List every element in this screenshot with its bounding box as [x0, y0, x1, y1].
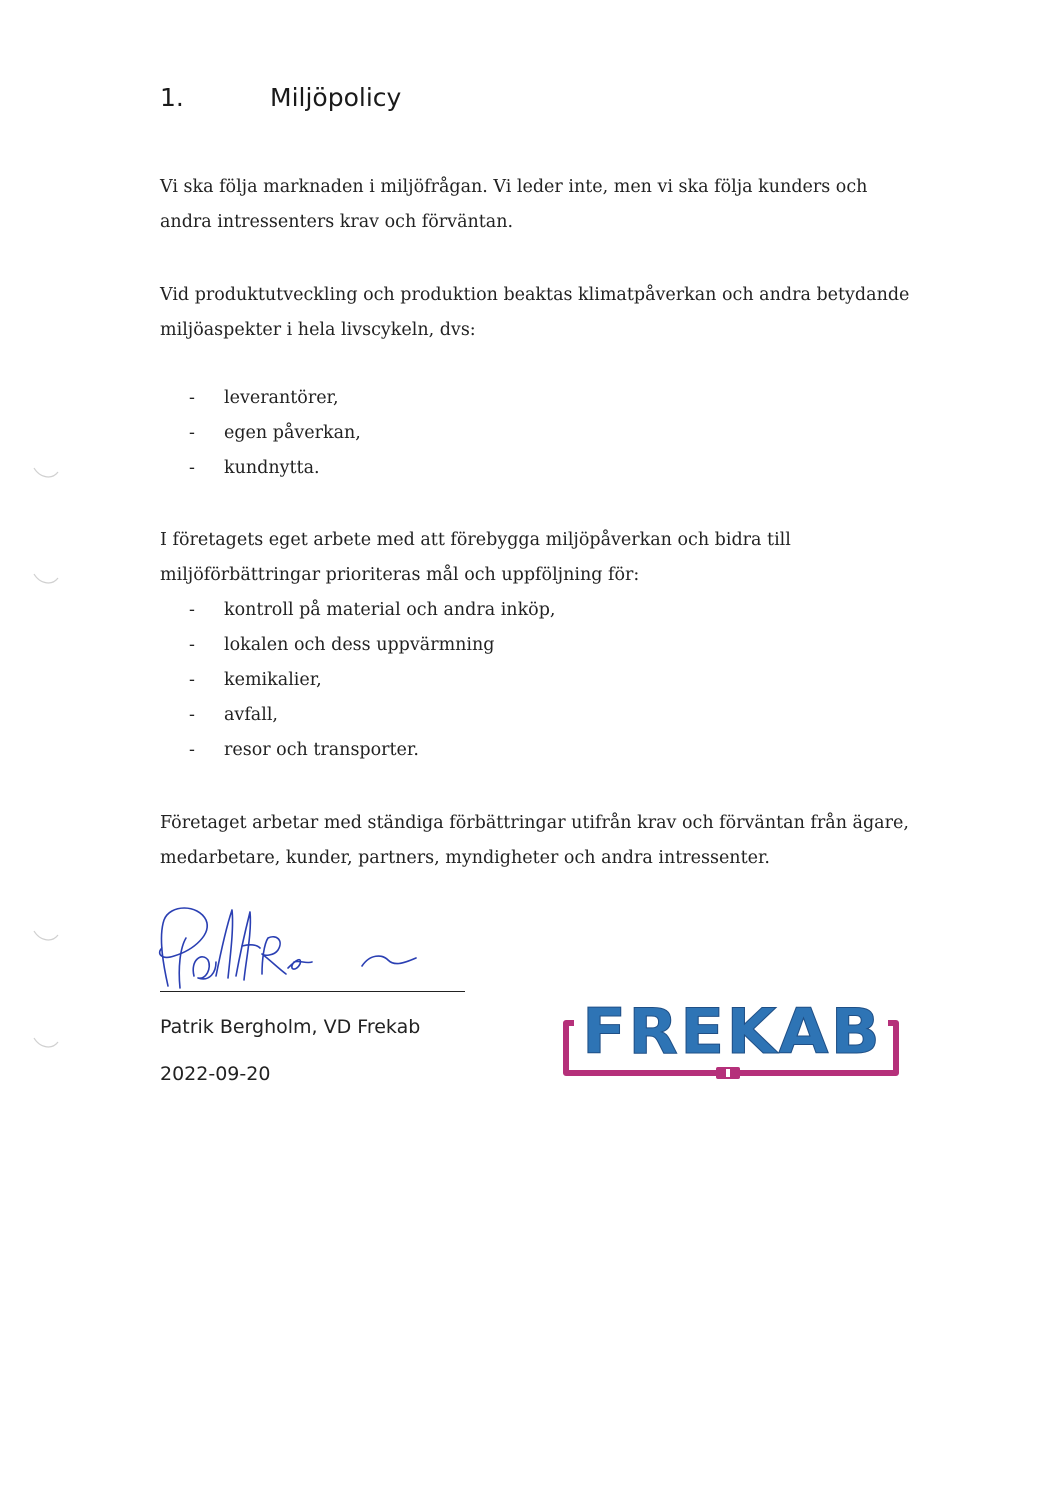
- list-item: [189, 698, 555, 733]
- list-dash: -: [189, 635, 195, 655]
- signatory-name: Patrik Bergholm, VD Frekab: [160, 1016, 421, 1038]
- improvement-paragraph: [160, 806, 940, 876]
- list-item: [189, 663, 555, 698]
- signature-date: 2022-09-20: [160, 1063, 271, 1085]
- list-dash: -: [189, 740, 195, 760]
- list-item-text: avfall,: [224, 705, 278, 725]
- list-item: [189, 451, 361, 486]
- paragraph-line: I företagets eget arbete med att förebygga miljöpåverkan och bidra till: [160, 530, 791, 550]
- list-item: [189, 733, 555, 768]
- lifecycle-list: [189, 381, 361, 486]
- section-heading: [160, 83, 401, 112]
- punch-hole-mark: [30, 568, 62, 590]
- list-item: [189, 593, 555, 628]
- intro-paragraph: [160, 170, 940, 240]
- svg-text:FREKAB: FREKAB: [582, 995, 882, 1068]
- list-item: [189, 628, 555, 663]
- frekab-logo: [556, 995, 908, 1081]
- section-number: 1.: [160, 83, 184, 112]
- paragraph-line: miljöaspekter i hela livscykeln, dvs:: [160, 320, 476, 340]
- list-item: [189, 416, 361, 451]
- list-item: [189, 381, 361, 416]
- signature-line: [160, 991, 465, 992]
- list-dash: -: [189, 670, 195, 690]
- list-dash: -: [189, 458, 195, 478]
- signature-image: [150, 898, 430, 998]
- paragraph-line: miljöförbättringar prioriteras mål och uppföljning för:: [160, 565, 640, 585]
- list-item-text: lokalen och dess uppvärmning: [224, 635, 495, 655]
- list-dash: -: [189, 423, 195, 443]
- paragraph-line: Vid produktutveckling och produktion beaktas klimatpåverkan och andra betydande: [160, 285, 910, 305]
- list-item-text: kontroll på material och andra inköp,: [224, 600, 556, 620]
- paragraph-line: medarbetare, kunder, partners, myndigheter och andra intressenter.: [160, 848, 770, 868]
- lifecycle-paragraph: [160, 278, 940, 348]
- list-dash: -: [189, 600, 195, 620]
- section-title: Miljöpolicy: [270, 83, 402, 112]
- priorities-paragraph: [160, 523, 940, 593]
- list-item-text: kemikalier,: [224, 670, 322, 690]
- priorities-list: [189, 593, 555, 768]
- paragraph-line: andra intressenters krav och förväntan.: [160, 212, 514, 232]
- punch-hole-mark: [30, 462, 62, 484]
- paragraph-line: Vi ska följa marknaden i miljöfrågan. Vi leder inte, men vi ska följa kunders och: [160, 177, 868, 197]
- list-item-text: leverantörer,: [224, 388, 339, 408]
- paragraph-line: Företaget arbetar med ständiga förbättringar utifrån krav och förväntan från ägare,: [160, 813, 909, 833]
- punch-hole-mark: [30, 925, 62, 947]
- list-item-text: egen påverkan,: [224, 423, 361, 443]
- list-dash: -: [189, 388, 195, 408]
- list-item-text: kundnytta.: [224, 458, 320, 478]
- list-item-text: resor och transporter.: [224, 740, 419, 760]
- punch-hole-mark: [30, 1032, 62, 1054]
- list-dash: -: [189, 705, 195, 725]
